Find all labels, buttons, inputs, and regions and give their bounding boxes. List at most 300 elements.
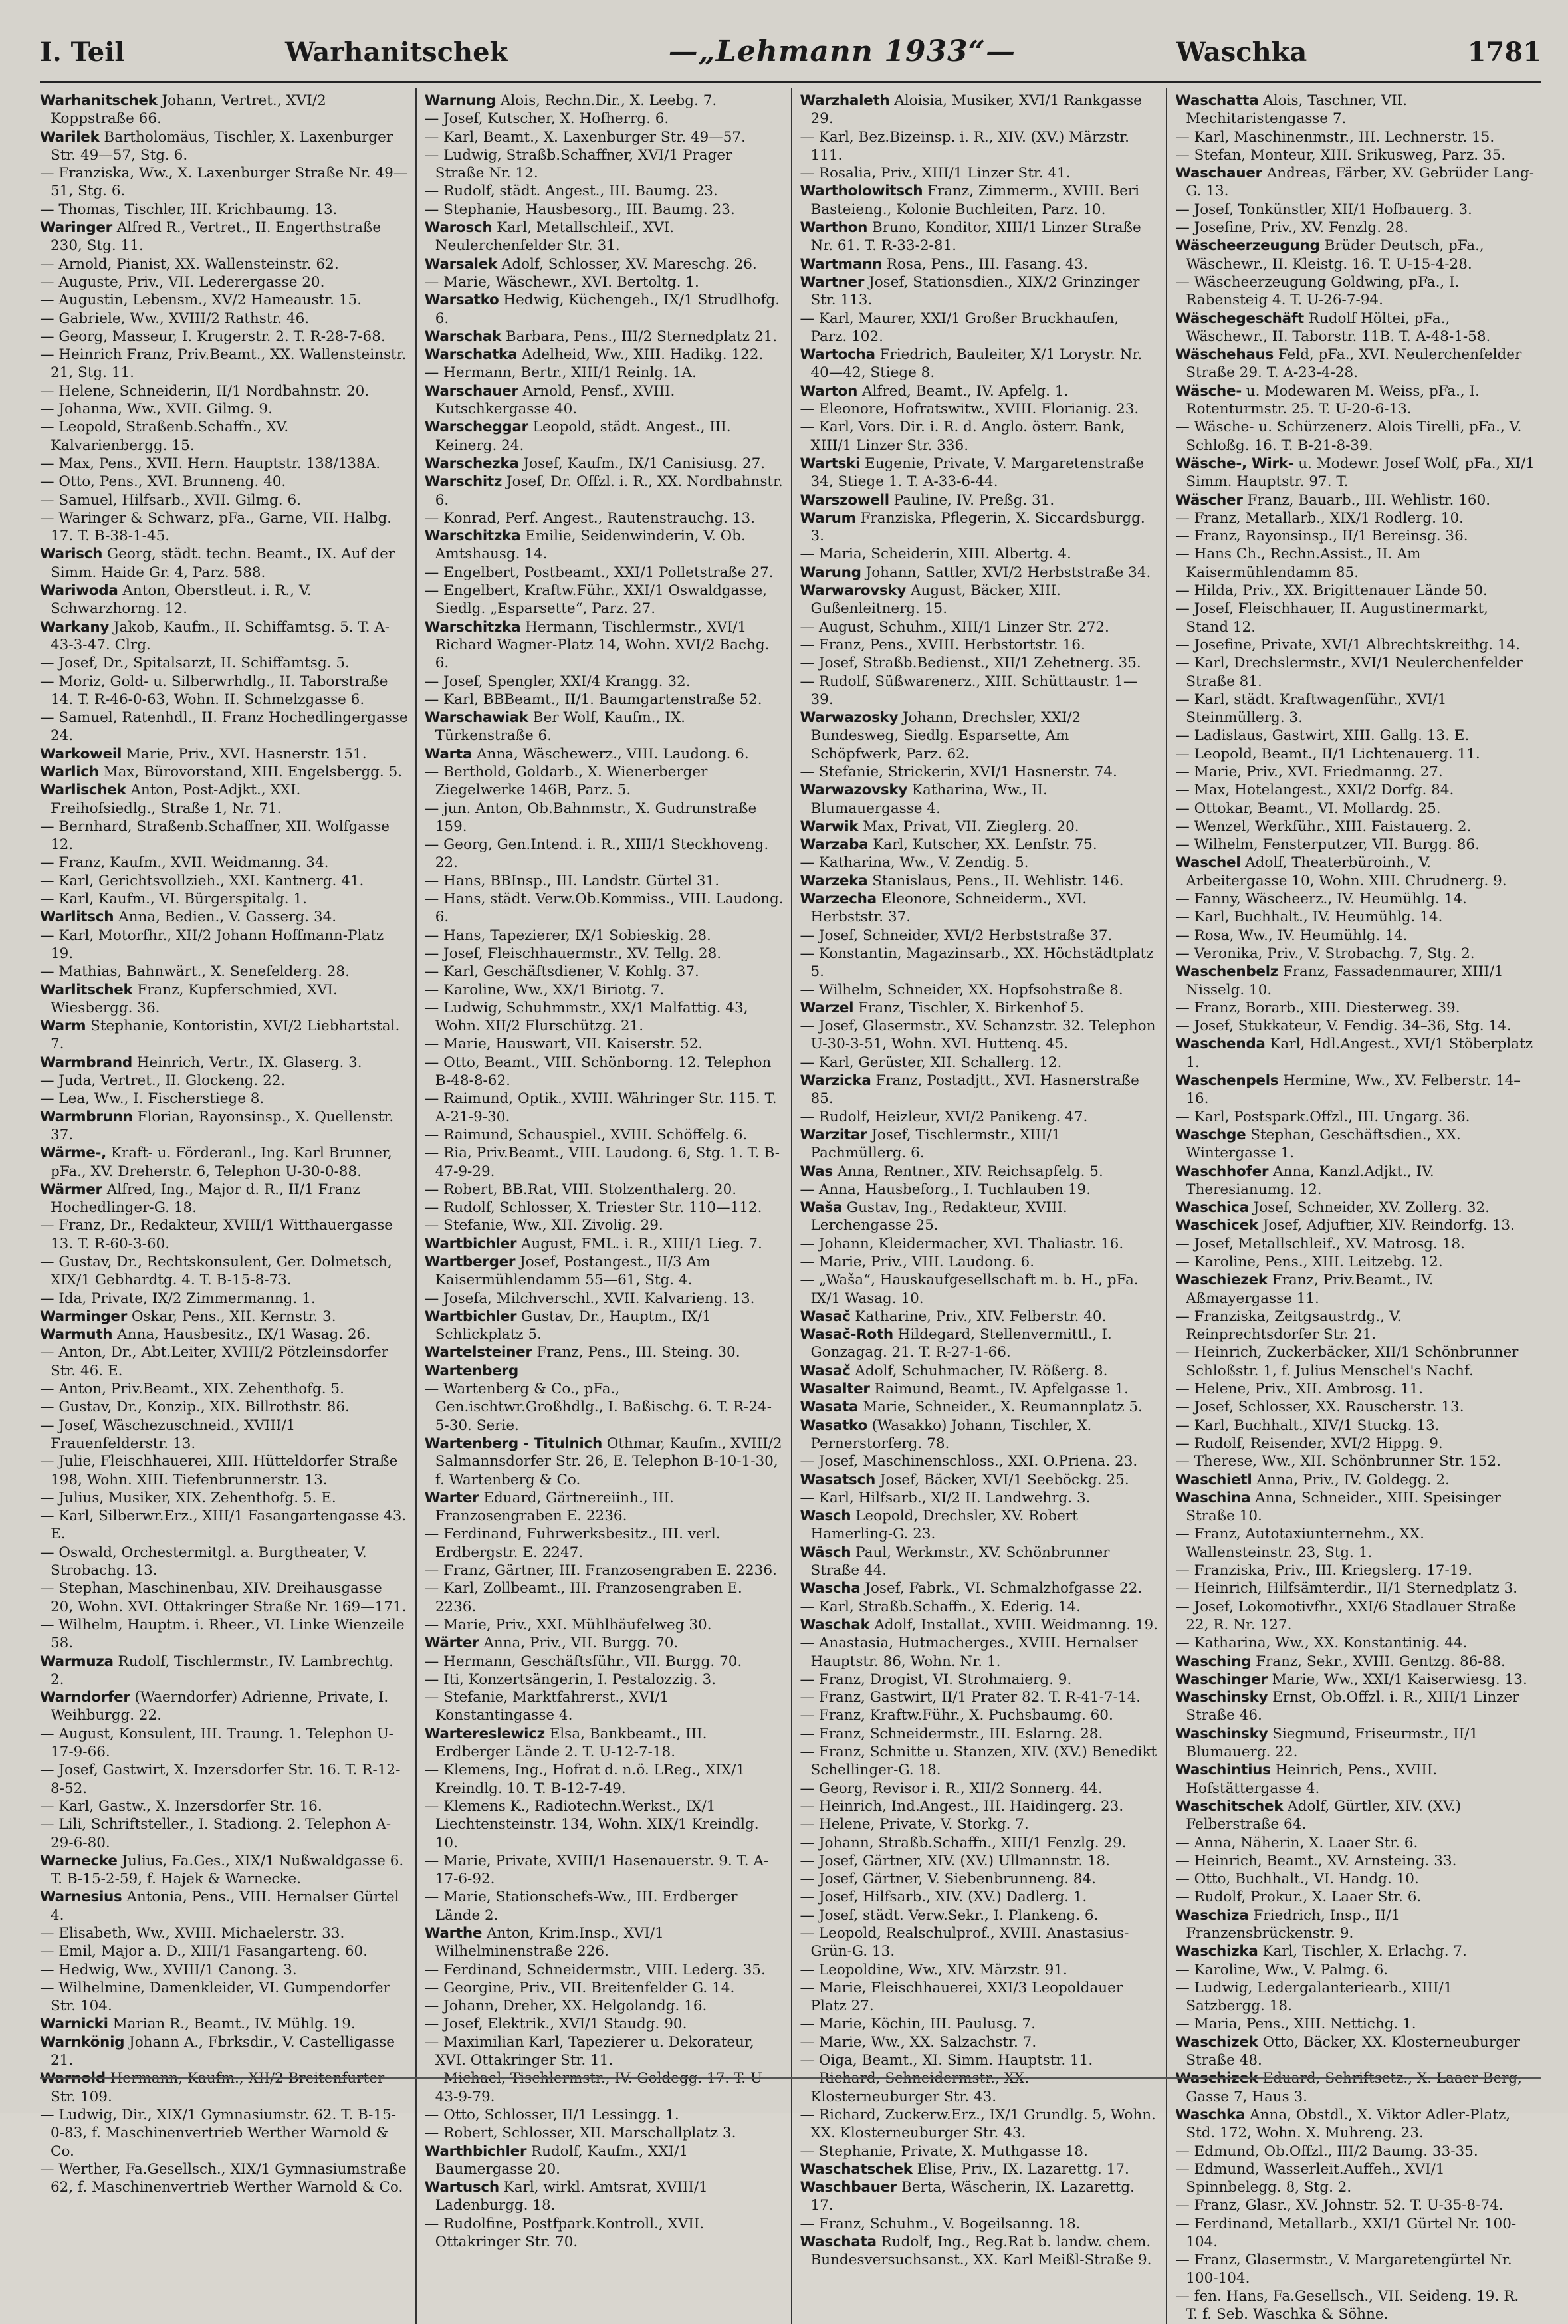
directory-entry <box>1175 836 1535 854</box>
entry-text: Anton, Post-Adjkt., XXI. Freihofsiedlg., Straße 1, Nr. 71. <box>51 782 301 817</box>
directory-entry <box>1175 1126 1535 1163</box>
directory-entry <box>1175 1035 1535 1072</box>
directory-entry <box>40 1417 409 1453</box>
entry-text: Anna, Kanzl.Adjkt., IV. Theresianumg. 12. <box>1186 1163 1434 1198</box>
directory-entry <box>1175 1761 1535 1798</box>
directory-entry <box>800 1163 1160 1181</box>
directory-entry <box>1175 1017 1535 1035</box>
entry-text: — Marie, Priv., XXI. Mühlhäufelweg 30. <box>424 1616 712 1633</box>
directory-entry <box>800 1199 1160 1235</box>
entry-text: — Josef, Lokomotivfhr., XXI/6 Stadlauer Straße 22, R. Nr. 127. <box>1175 1598 1516 1633</box>
page-number: 1781 <box>1467 37 1541 68</box>
entry-text: — Maria, Pens., XIII. Nettichg. 1. <box>1175 2016 1416 2033</box>
directory-entry <box>425 1217 784 1234</box>
column-2 <box>415 88 791 2324</box>
directory-entry <box>1175 763 1535 781</box>
directory-entry <box>800 854 1160 872</box>
directory-entry <box>40 201 409 219</box>
entry-headword: Waschinsky <box>1175 1689 1268 1706</box>
entry-text: — Ferdinand, Fuhrwerksbesitz., III. verl. Erdbergstr. E. 2247. <box>424 1526 721 1561</box>
entry-text: — Karl, Gerüster, XII. Schallerg. 12. <box>800 1054 1062 1071</box>
entry-headword: Wasatko <box>800 1417 867 1434</box>
directory-entry <box>800 1688 1160 1706</box>
directory-entry <box>1175 1907 1535 1943</box>
entry-text: — Eleonore, Hofratswitw., XVIII. Florianig. 23. <box>800 401 1139 418</box>
entry-text: — Johann, Kleidermacher, XVI. Thaliastr. 16. <box>800 1235 1124 1252</box>
entry-text: — Josef, Stukkateur, V. Fendig. 34–36, Stg. 14. <box>1175 1018 1512 1035</box>
entry-text: — Josef, Wäschezuschneid., XVIII/1 Frauenfelderstr. 13. <box>40 1417 296 1452</box>
directory-entry <box>425 1979 784 1997</box>
entry-text: — Stephan, Maschinenbau, XIV. Dreihausgasse 20, Wohn. XVI. Ottakringer Straße Nr. 169—171. <box>40 1580 407 1615</box>
directory-entry <box>800 1017 1160 1054</box>
edition-title: —„Lehmann 1933“— <box>668 35 1016 68</box>
directory-entry <box>425 328 784 346</box>
entry-text: — Karl, Buchhalt., IV. Heumühlg. 14. <box>1175 909 1443 926</box>
entry-text: Franz, Bauarb., III. Wehlistr. 160. <box>1242 491 1491 509</box>
entry-text: — Stefanie, Ww., XII. Zivolig. 29. <box>424 1217 663 1234</box>
entry-headword: Waschizek <box>1175 2070 1258 2087</box>
directory-entry <box>425 2015 784 2033</box>
entry-text: — Marie, Private, XVIII/1 Hasenauerstr. 9. T. A-17-6-92. <box>424 1852 769 1888</box>
directory-entry <box>425 1126 784 1144</box>
directory-entry <box>800 382 1160 400</box>
entry-text: Stephanie, Kontoristin, XVI/2 Liebhartstal. 7. <box>51 1018 400 1053</box>
directory-entry <box>40 545 409 582</box>
entry-text: — Heinrich, Zuckerbäcker, XII/1 Schönbrunner Schloßstr. 1, f. Julius Menschel's Nachf. <box>1175 1344 1519 1379</box>
entry-headword: Wartenberg - Titulnich <box>424 1435 602 1452</box>
directory-entry <box>1175 2069 1535 2106</box>
directory-entry <box>425 2124 784 2142</box>
entry-text: Alois, Rechn.Dir., X. Leebg. 7. <box>496 92 717 109</box>
directory-entry <box>800 255 1160 273</box>
directory-entry <box>425 1290 784 1308</box>
entry-text: — Josef, Gärtner, V. Siebenbrunneng. 84. <box>800 1871 1096 1888</box>
entry-text: Franz, Kupferschmied, XVI. Wiesbergg. 36. <box>51 981 338 1016</box>
directory-entry <box>425 673 784 691</box>
entry-text: Franz, Fassadenmaurer, XIII/1 Nisselg. 10. <box>1186 963 1504 998</box>
directory-entry <box>1175 346 1535 382</box>
entry-text: — Wilhelmine, Damenkleider, VI. Gumpendorfer Str. 104. <box>40 1979 390 2015</box>
entry-headword: Warschitz <box>424 473 503 491</box>
entry-text: — Josef, Tonkünstler, XII/1 Hofbauerg. 3. <box>1175 201 1472 218</box>
directory-entry <box>1175 273 1535 310</box>
directory-entry <box>1175 1562 1535 1579</box>
directory-entry <box>1175 1634 1535 1652</box>
directory-entry <box>40 1961 409 1979</box>
entry-text: — Gabriele, Ww., XVIII/2 Rathstr. 46. <box>40 310 310 327</box>
entry-text: — Ottokar, Beamt., VI. Mollardg. 25. <box>1175 800 1441 817</box>
entry-text: Josef, Tischlermstr., XIII/1 Pachmüllerg. 6. <box>810 1126 1061 1162</box>
directory-entry <box>1175 2215 1535 2252</box>
entry-text: — Josef, Elektrik., XVI/1 Staudg. 90. <box>424 2016 687 2033</box>
directory-entry <box>800 1271 1160 1308</box>
directory-entry <box>800 2143 1160 2160</box>
entry-text: — Karl, städt. Kraftwagenführ., XVI/1 Steinmüllerg. 3. <box>1175 691 1447 727</box>
entry-text: Anton, Krim.Insp., XVI/1 Wilhelminenstraße 226. <box>435 1924 664 1960</box>
entry-text: — Franziska, Priv., III. Kriegslerg. 17-19. <box>1175 1562 1472 1579</box>
entry-text: Anna, Rentner., XIV. Reichsapfelg. 5. <box>832 1163 1103 1180</box>
directory-entry <box>425 527 784 564</box>
directory-entry <box>425 1343 784 1361</box>
entry-headword: Warisch <box>40 546 103 563</box>
directory-entry <box>40 291 409 309</box>
directory-entry <box>800 1743 1160 1780</box>
entry-text: — Leopoldine, Ww., XIV. Märzstr. 91. <box>800 1961 1067 1978</box>
directory-entry <box>425 1380 784 1435</box>
directory-entry <box>800 2160 1160 2178</box>
entry-text: Georg, städt. techn. Beamt., IX. Auf der Simm. Haide Gr. 4, Parz. 588. <box>51 546 395 581</box>
entry-headword: Warnecke <box>40 1852 118 1869</box>
entry-headword: Waschauer <box>1175 165 1262 182</box>
entry-text: — Karl, Geschäftsdiener, V. Kohlg. 37. <box>424 963 699 981</box>
entry-headword: Waschinger <box>1175 1671 1268 1688</box>
directory-entry <box>800 2069 1160 2106</box>
entry-text: — Karl, Zollbeamt., III. Franzosengraben E. 2236. <box>424 1580 742 1615</box>
directory-entry <box>40 818 409 854</box>
entry-headword: Warsatko <box>424 292 499 309</box>
directory-entry <box>40 1253 409 1290</box>
entry-text: — Helene, Schneiderin, II/1 Nordbahnstr. 20. <box>40 382 370 400</box>
directory-entry <box>800 1308 1160 1326</box>
entry-text: — Edmund, Wasserleit.Auffeh., XVI/1 Spinnbelegg. 8, Stg. 2. <box>1175 2160 1445 2196</box>
entry-text: — Ria, Priv.Beamt., VIII. Laudong. 6, Stg. 1. T. B-47-9-29. <box>424 1145 780 1180</box>
entry-text: — Karl, BBBeamt., II/1. Baumgartenstraße 52. <box>424 691 762 708</box>
entry-text: Adolf, Gürtler, XIV. (XV.) Felberstraße 64. <box>1186 1798 1462 1833</box>
directory-entry <box>40 1688 409 1725</box>
directory-entry <box>425 382 784 419</box>
entry-text: (Waerndorfer) Adrienne, Private, I. Weihburgg. 22. <box>51 1689 389 1724</box>
directory-entry <box>1175 1489 1535 1526</box>
entry-text: Hermann, Tischlermstr., XVI/1 Richard Wagner-Platz 14, Wohn. XVI/2 Bachg. 6. <box>435 618 770 672</box>
entry-headword: Warszowell <box>800 491 889 509</box>
entry-text: Gustav, Dr., Hauptm., IX/1 Schlickplatz 5. <box>435 1308 711 1343</box>
directory-entry <box>40 1653 409 1689</box>
directory-entry <box>800 927 1160 945</box>
entry-headword: Wartbichler <box>424 1235 517 1252</box>
directory-entry <box>40 654 409 672</box>
entry-text: Karl, Hdl.Angest., XVI/1 Stöberplatz 1. <box>1186 1036 1533 1071</box>
entry-text: Pauline, IV. Preßg. 31. <box>889 491 1055 509</box>
entry-text: — Arnold, Pianist, XX. Wallensteinstr. 62. <box>40 255 339 273</box>
directory-entry <box>425 1308 784 1344</box>
directory-entry <box>800 1471 1160 1489</box>
directory-entry <box>800 1780 1160 1798</box>
entry-headword: Wäsche-, Wirk- <box>1175 455 1294 472</box>
directory-entry <box>1175 2196 1535 2214</box>
entry-headword: Wasač <box>800 1362 851 1379</box>
entry-text: — Ludwig, Schuhmmstr., XX/1 Malfattig. 43, Wohn. XII/2 Flurschützg. 21. <box>424 999 748 1035</box>
entry-text: Johann, Vertret., XVI/2 Koppstraße 66. <box>51 92 326 128</box>
entry-headword: Warschauer <box>424 382 518 400</box>
directory-entry <box>40 273 409 291</box>
directory-entry <box>800 2106 1160 2143</box>
entry-text: — August, Schuhm., XIII/1 Linzer Str. 272. <box>800 618 1109 636</box>
entry-text: — Robert, BB.Rat, VIII. Stolzenthalerg. 20. <box>424 1181 737 1198</box>
column-1 <box>40 88 415 2324</box>
entry-text: — Emil, Major a. D., XIII/1 Fasangarteng. 60. <box>40 1943 368 1960</box>
entry-text: — fen. Hans, Fa.Gesellsch., VII. Seideng. 19. R. T. f. Seb. Waschka & Söhne. <box>1175 2287 1519 2323</box>
entry-text: — Anna, Näherin, X. Laaer Str. 6. <box>1175 1834 1418 1851</box>
entry-headword: Wartenberg <box>424 1362 518 1379</box>
directory-entry <box>40 745 409 763</box>
directory-entry <box>425 1362 784 1380</box>
entry-text: u. Modewaren M. Weiss, pFa., I. Rotenturmstr. 25. T. U-20-6-13. <box>1186 382 1480 418</box>
directory-entry <box>40 1852 409 1889</box>
directory-entry <box>425 1489 784 1526</box>
header-rule <box>40 81 1541 83</box>
entry-text: Bruno, Konditor, XIII/1 Linzer Straße Nr. 61. T. R-33-2-81. <box>810 219 1141 255</box>
entry-text: — Josef, Dr., Spitalsarzt, II. Schiffamtsg. 5. <box>40 655 350 672</box>
entry-text: — Karl, Drechslermstr., XVI/1 Neulerchenfelder Straße 81. <box>1175 655 1523 690</box>
directory-entry <box>1175 691 1535 727</box>
directory-entry <box>800 1961 1160 1979</box>
entry-text: — Hedwig, Ww., XVIII/1 Canong. 3. <box>40 1961 297 1978</box>
entry-text: Feld, pFa., XVI. Neulerchenfelder Straße 29. T. A-23-4-28. <box>1186 346 1522 382</box>
directory-entry <box>425 455 784 473</box>
entry-text: Franz, Postadjtt., XVI. Hasnerstraße 85. <box>810 1072 1139 1107</box>
entry-text: Adolf, Schlosser, XV. Mareschg. 26. <box>497 255 757 273</box>
entry-headword: Warscheggar <box>424 419 528 436</box>
entry-text: Emilie, Seidenwinderin, V. Ob. Amtshausg. 14. <box>435 528 746 563</box>
entry-text: u. Modewr. Josef Wolf, pFa., XI/1 Simm. Hauptstr. 97. T. <box>1186 455 1535 491</box>
entry-text: — Klemens K., Radiotechn.Werkst., IX/1 Liechtensteinstr. 134, Wohn. XIX/1 Kreindlg. 10. <box>424 1798 759 1851</box>
entry-text: — Juda, Vertret., II. Glockeng. 22. <box>40 1072 286 1090</box>
directory-entry <box>800 1489 1160 1507</box>
directory-entry <box>800 182 1160 219</box>
directory-entry <box>1175 2160 1535 2197</box>
entry-text: — Josef, Kutscher, X. Hofherrg. 6. <box>424 110 669 128</box>
entry-headword: Warzaba <box>800 836 869 854</box>
directory-entry <box>800 945 1160 981</box>
directory-entry <box>800 999 1160 1017</box>
directory-entry <box>800 310 1160 346</box>
entry-headword: Warzecha <box>800 891 877 908</box>
entry-text: — Karoline, Pens., XIII. Leitzebg. 12. <box>1175 1254 1443 1270</box>
directory-entry <box>425 1181 784 1199</box>
entry-text: — Berthold, Goldarb., X. Wienerberger Ziegelwerke 146B, Parz. 5. <box>424 763 708 799</box>
directory-entry <box>40 219 409 255</box>
directory-entry <box>425 927 784 945</box>
entry-headword: Warschak <box>424 328 502 345</box>
entry-text: — Raimund, Optik., XVIII. Währinger Str. 115. T. A-21-9-30. <box>424 1090 777 1125</box>
directory-entry <box>1175 654 1535 691</box>
directory-entry <box>425 691 784 709</box>
entry-headword: Warmbrand <box>40 1054 132 1071</box>
directory-entry <box>800 1181 1160 1199</box>
entry-text: Friedrich, Insp., II/1 Franzensbrückenstr. 9. <box>1186 1907 1400 1942</box>
directory-entry <box>425 1579 784 1616</box>
entry-text: — Veronika, Priv., V. Strobachg. 7, Stg. 2. <box>1175 945 1475 962</box>
directory-entry <box>1175 1671 1535 1688</box>
directory-entry <box>425 1525 784 1562</box>
directory-entry <box>800 455 1160 491</box>
directory-entry <box>40 927 409 963</box>
entry-text: — Oswald, Orchestermitgl. a. Burgtheater, V. Strobachg. 13. <box>40 1544 367 1579</box>
directory-entry <box>1175 1380 1535 1398</box>
directory-entry <box>1175 636 1535 654</box>
directory-entry <box>40 1181 409 1217</box>
entry-text: — Michael, Tischlermstr., IV. Goldegg. 17. T. U-43-9-79. <box>424 2070 767 2105</box>
entry-text: — Karl, Gerichtsvollzieh., XXI. Kantnerg. 41. <box>40 872 364 889</box>
entry-headword: Was <box>800 1163 833 1180</box>
entry-text: — Max, Hotelangest., XXI/2 Dorfg. 84. <box>1175 782 1454 799</box>
directory-entry <box>40 854 409 872</box>
entry-text: Leopold, Drechsler, XV. Robert Hamerling-G. 23. <box>810 1508 1078 1543</box>
directory-entry <box>800 1706 1160 1724</box>
entry-text: Marie, Ww., XXI/1 Kaiserwiesg. 13. <box>1267 1671 1527 1688</box>
entry-text: — Franz, Schuhm., V. Bogeilsanng. 18. <box>800 2215 1081 2232</box>
directory-entry <box>425 981 784 999</box>
entry-text: — Heinrich Franz, Priv.Beamt., XX. Wallensteinstr. 21, Stg. 11. <box>40 346 407 382</box>
entry-headword: Warmbrunn <box>40 1108 133 1125</box>
directory-entry <box>40 1308 409 1326</box>
entry-headword: Wartholowitsch <box>800 183 923 200</box>
directory-entry <box>1175 1688 1535 1725</box>
directory-entry <box>40 1290 409 1308</box>
entry-headword: Waschenda <box>1175 1036 1266 1053</box>
entry-text: — Ludwig, Ledergalanteriearb., XIII/1 Satzbergg. 18. <box>1175 1979 1453 2015</box>
directory-entry <box>800 781 1160 818</box>
entry-text: — Hilda, Priv., XX. Brigittenauer Lände 50. <box>1175 582 1488 600</box>
directory-entry <box>40 908 409 926</box>
entry-text: Ernst, Ob.Offzl. i. R., XIII/1 Linzer Straße 46. <box>1186 1689 1519 1724</box>
directory-entry <box>425 800 784 836</box>
directory-entry <box>800 2178 1160 2215</box>
entry-text: August, FML. i. R., XIII/1 Lieg. 7. <box>516 1235 762 1252</box>
entry-text: Franz, Priv.Beamt., IV. Aßmayergasse 11. <box>1186 1272 1434 1307</box>
entry-text: — Franz, Borarb., XIII. Diesterweg. 39. <box>1175 999 1460 1016</box>
directory-entry <box>800 346 1160 382</box>
entry-text: Adolf, Theaterbüroinh., V. Arbeitergasse 10, Wohn. XIII. Chrudnerg. 9. <box>1186 854 1507 889</box>
directory-entry <box>425 763 784 800</box>
entry-text: — Josef, Fleischhauer, II. Augustinermarkt, Stand 12. <box>1175 600 1488 636</box>
entry-text: Heinrich, Pens., XVIII. Hofstättergasse 4. <box>1186 1762 1438 1797</box>
entry-text: — Elisabeth, Ww., XVIII. Michaelerstr. 33. <box>40 1924 345 1942</box>
directory-entry <box>425 1798 784 1852</box>
entry-text: Eduard, Schriftsetz., X. Laaer Berg, Gasse 7, Haus 3. <box>1186 2070 1523 2105</box>
entry-text: — Josef, städt. Verw.Sekr., I. Plankeng. 6. <box>800 1907 1099 1924</box>
entry-text: Josef, Stationsdien., XIX/2 Grinzinger Str. 113. <box>810 273 1140 309</box>
entry-text: — Klemens, Ing., Hofrat d. n.ö. LReg., XIX/1 Kreindlg. 10. T. B-12-7-49. <box>424 1762 746 1797</box>
entry-text: — Stephanie, Private, X. Muthgasse 18. <box>800 2143 1088 2160</box>
entry-text: Karl, wirkl. Amtsrat, XVIII/1 Ladenburgg. 18. <box>435 2179 708 2214</box>
entry-text: — Moriz, Gold- u. Silberwrhdlg., II. Taborstraße 14. T. R-46-0-63, Wohn. II. Schmelzgasse 6. <box>40 673 388 708</box>
directory-entry <box>425 1725 784 1762</box>
directory-entry <box>425 2106 784 2124</box>
directory-entry <box>800 1253 1160 1271</box>
entry-text: — Wäscheerzeugung Goldwing, pFa., I. Rabensteig 4. T. U-26-7-94. <box>1175 273 1460 309</box>
directory-entry <box>1175 890 1535 908</box>
entry-headword: Warm <box>40 1018 86 1035</box>
entry-text: Hedwig, Küchengeh., IX/1 Strudlhofg. 6. <box>435 292 780 327</box>
entry-text: Katharina, Ww., II. Blumauergasse 4. <box>810 782 1048 817</box>
entry-text: — Rudolf, Schlosser, X. Triester Str. 110—112. <box>424 1199 762 1217</box>
directory-entry <box>1175 201 1535 219</box>
entry-text: — Anastasia, Hutmacherges., XVIII. Hernalser Hauptstr. 86, Wohn. Nr. 1. <box>800 1635 1138 1670</box>
entry-text: Elise, Priv., IX. Lazarettg. 17. <box>912 2160 1129 2178</box>
directory-entry <box>40 1507 409 1544</box>
directory-entry <box>800 1108 1160 1126</box>
directory-entry <box>425 1253 784 1290</box>
entry-text: — Konstantin, Magazinsarb., XX. Höchstädtplatz 5. <box>800 945 1154 981</box>
entry-headword: Warter <box>424 1489 479 1506</box>
entry-text: — Karl, Silberwr.Erz., XIII/1 Fasangartengasse 43. E. <box>40 1508 407 1543</box>
directory-entry <box>1175 1471 1535 1489</box>
directory-entry <box>1175 854 1535 890</box>
entry-text: Eugenie, Private, V. Margaretenstraße 34, Stiege 1. T. A-33-6-44. <box>810 455 1144 491</box>
directory-entry <box>1175 1798 1535 1834</box>
directory-entry <box>40 382 409 400</box>
entry-headword: Wasač <box>800 1308 851 1325</box>
entry-text: — Karl, Straßb.Schaffn., X. Ederig. 14. <box>800 1598 1081 1615</box>
directory-entry <box>1175 2287 1535 2324</box>
directory-entry <box>40 1108 409 1145</box>
entry-text: Raimund, Beamt., IV. Apfelgasse 1. <box>869 1381 1129 1398</box>
entry-headword: Waschitschek <box>1175 1798 1284 1815</box>
directory-entry <box>1175 2106 1535 2143</box>
directory-entry <box>800 491 1160 509</box>
directory-entry <box>800 673 1160 709</box>
entry-text: — Karl, Hilfsarb., XI/2 II. Landwehrg. 3. <box>800 1489 1091 1506</box>
entry-headword: Waschietl <box>1175 1471 1252 1488</box>
directory-entry <box>425 1035 784 1053</box>
entry-headword: Warzel <box>800 999 854 1016</box>
entry-text: (Wasakko) Johann, Tischler, X. Pernerstorferg. 78. <box>810 1417 1092 1452</box>
entry-text: — Wenzel, Werkführ., XIII. Faistauerg. 2. <box>1175 818 1472 835</box>
entry-headword: Warlitschek <box>40 981 133 998</box>
directory-entry <box>425 1688 784 1725</box>
entry-text: — Helene, Priv., XII. Ambrosg. 11. <box>1175 1381 1424 1398</box>
entry-headword: Warkoweil <box>40 745 122 762</box>
entry-text: — Josef, Hilfsarb., XIV. (XV.) Dadlerg. 1. <box>800 1889 1087 1906</box>
directory-entry <box>800 1725 1160 1743</box>
directory-entry <box>40 328 409 346</box>
directory-entry <box>425 92 784 110</box>
entry-text: Marie, Schneider., X. Reumannplatz 5. <box>858 1399 1143 1416</box>
entry-text: — Engelbert, Kraftw.Führ., XXI/1 Oswaldgasse, Siedlg. „Esparsette“, Parz. 27. <box>424 582 768 618</box>
directory-entry <box>40 1072 409 1090</box>
directory-entry <box>800 2051 1160 2069</box>
entry-headword: Warnicki <box>40 2016 108 2033</box>
directory-entry <box>425 1435 784 1489</box>
directory-entry <box>1175 1870 1535 1888</box>
directory-entry <box>800 545 1160 563</box>
entry-text: — Karl, Kaufm., VI. Bürgerspitalg. 1. <box>40 891 307 908</box>
entry-text: — Ida, Private, IX/2 Zimmermanng. 1. <box>40 1290 316 1307</box>
directory-entry <box>1175 418 1535 455</box>
directory-entry <box>800 1507 1160 1544</box>
entry-text: — Johann, Dreher, XX. Helgolandg. 16. <box>424 1998 707 2015</box>
entry-text: — Franziska, Zeitgsaustrdg., V. Reinprechtsdorfer Str. 21. <box>1175 1308 1402 1343</box>
entry-text: — Josefine, Priv., XV. Fenzlg. 28. <box>1175 219 1409 237</box>
range-start-headword: Warhanitschek <box>284 37 508 68</box>
directory-entry <box>40 128 409 165</box>
entry-text: Julius, Fa.Ges., XIX/1 Nußwaldgasse 6. T. B-15-2-59, f. Hajek & Warnecke. <box>51 1852 404 1888</box>
directory-entry <box>1175 600 1535 636</box>
entry-text: — Rudolf, Reisender, XVI/2 Hippg. 9. <box>1175 1435 1443 1452</box>
entry-text: Eduard, Gärtnereiinh., III. Franzosengraben E. 2236. <box>435 1489 674 1525</box>
entry-text: Josef, Fabrk., VI. Schmalzhofgasse 22. <box>860 1580 1143 1597</box>
directory-entry <box>800 1834 1160 1852</box>
entry-headword: Wartner <box>800 273 865 290</box>
entry-text: — Hans, städt. Verw.Ob.Kommiss., VIII. Laudong. 6. <box>424 891 784 926</box>
entry-text: — Josef, Gastwirt, X. Inzersdorfer Str. 16. T. R-12-8-52. <box>40 1762 401 1797</box>
directory-entry <box>1175 509 1535 527</box>
entry-text: Brüder Deutsch, pFa., Wäschewr., II. Kleistg. 16. T. U-15-4-28. <box>1186 237 1484 273</box>
entry-headword: Wasatsch <box>800 1471 875 1488</box>
directory-entry <box>40 1579 409 1616</box>
entry-headword: Warthbichler <box>424 2143 527 2160</box>
